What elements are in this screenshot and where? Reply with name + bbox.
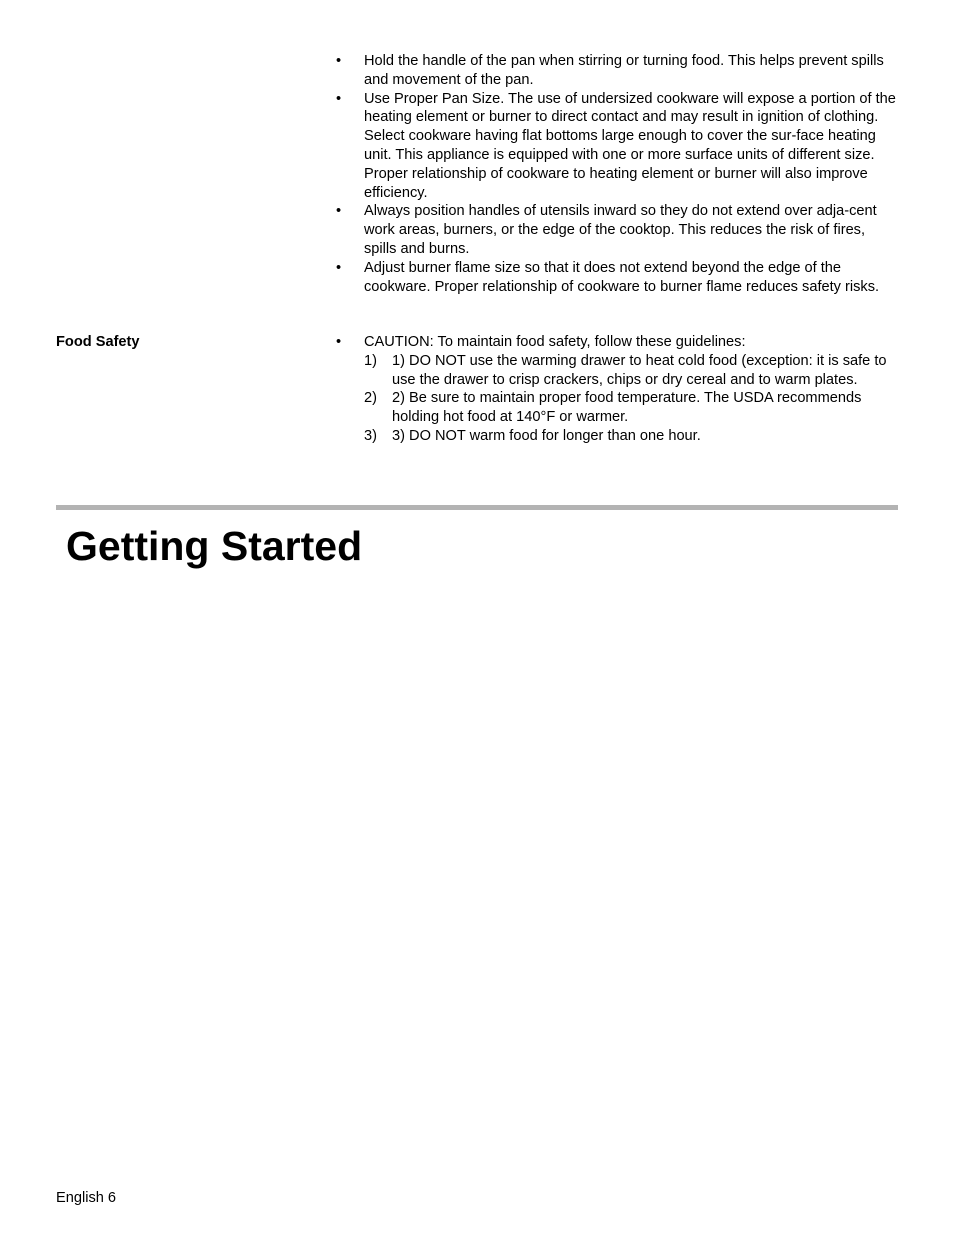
bullet-item	[336, 259, 898, 297]
guideline-list	[364, 352, 898, 446]
bullet-item	[336, 52, 898, 90]
bullet-text: Always position handles of utensils inward so they do not extend over adja-cent work areas, burners, or the edge of the cooktop. This reduces the risk of fires, spills and burns.	[364, 203, 877, 257]
bullet-text: Use Proper Pan Size. The use of undersized cookware will expose a portion of the heating element or burner to direct contact and may result in ignition of clothing. Select cookware having flat bottoms large enough to cover the sur-face heating unit. This appliance is equipped with one or more surface units of different size. Proper relationship of cookware to heating element or burner will also improve efficiency.	[364, 90, 896, 201]
section-divider	[56, 505, 898, 510]
bullet-mark: •	[336, 90, 342, 107]
guideline-text: 3) DO NOT warm food for longer than one hour.	[392, 427, 701, 444]
guideline-text: 2) Be sure to maintain proper food temperature. The USDA recommends holding hot food at 140°F or warmer.	[392, 390, 862, 426]
guideline-text: 1) DO NOT use the warming drawer to heat cold food (exception: it is safe to use the drawer to crisp crackers, chips or dry cereal and to warm plates.	[392, 352, 887, 388]
bullet-text: Adjust burner flame size so that it does not extend beyond the edge of the cookware. Proper relationship of cookware to burner flame reduces safety risks.	[364, 259, 880, 295]
food-safety-label: Food Safety	[56, 334, 140, 350]
safety-bullet-list	[336, 52, 898, 296]
bullet-text: Hold the handle of the pan when stirring or turning food. This helps prevent spills and movement of the pan.	[364, 53, 884, 88]
guideline-number: 3)	[364, 427, 377, 444]
caution-text: CAUTION: To maintain food safety, follow these guidelines:	[364, 334, 746, 350]
page-footer: English 6	[56, 1190, 117, 1206]
food-safety-block	[336, 333, 898, 446]
section-title: Getting Started	[66, 523, 363, 569]
guideline-item	[364, 389, 898, 427]
guideline-item	[364, 427, 898, 446]
bullet-mark: •	[336, 53, 342, 69]
guideline-number: 1)	[364, 352, 377, 369]
bullet-item	[336, 90, 898, 203]
guideline-item	[364, 352, 898, 390]
caution-item	[336, 333, 898, 352]
bullet-mark: •	[336, 203, 342, 220]
guideline-number: 2)	[364, 390, 377, 407]
bullet-item	[336, 202, 898, 258]
bullet-mark: •	[336, 334, 342, 350]
bullet-mark: •	[336, 259, 342, 276]
